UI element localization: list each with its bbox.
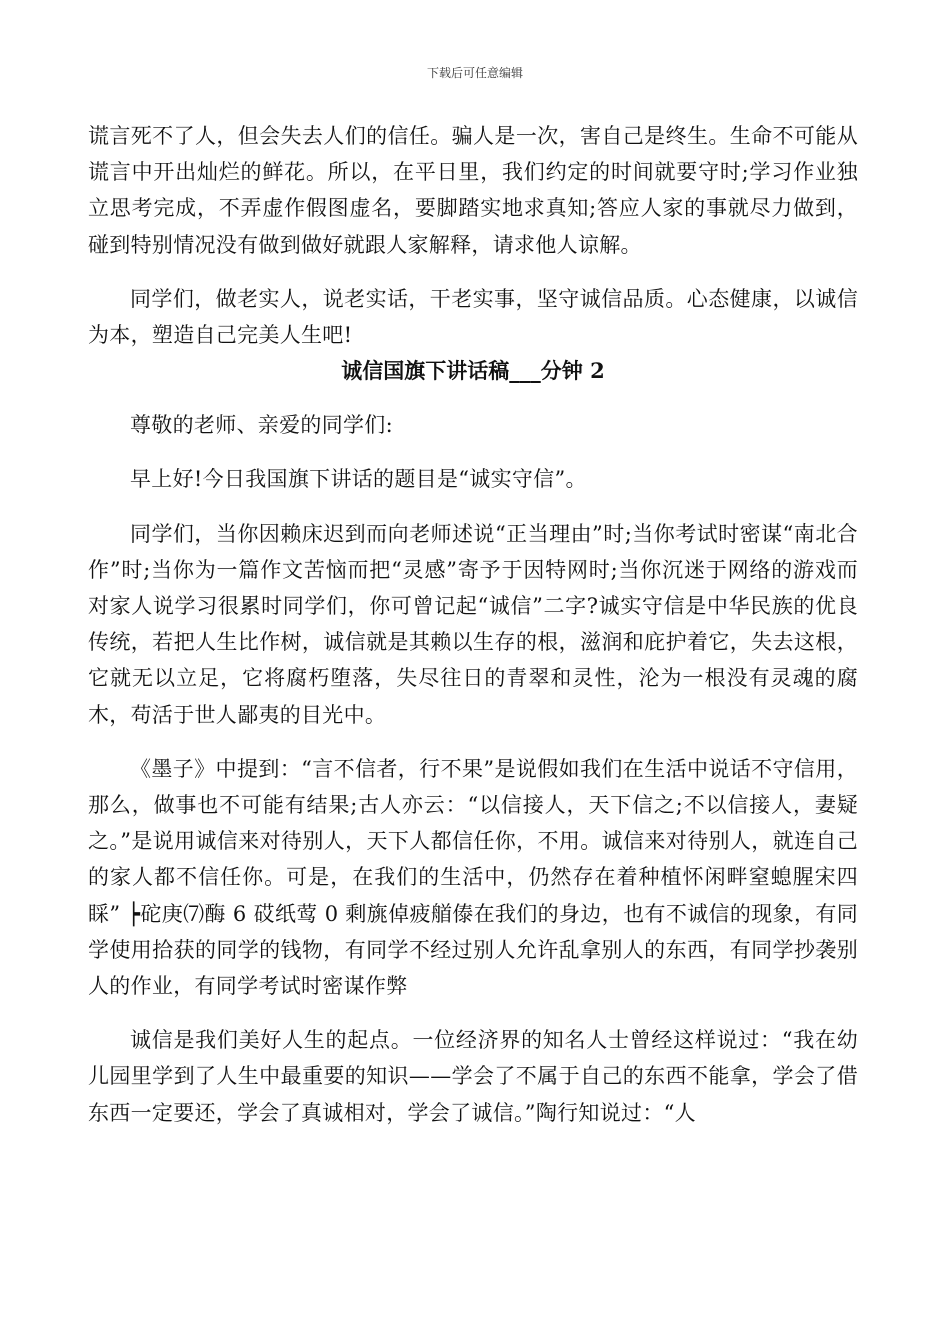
section-title: 诚信国旗下讲话稿___分钟 2: [341, 358, 605, 384]
paragraph-5: 诚信是我们美好人生的起点。一位经济界的知名人士曾经这样说过：“我在幼儿园里学到了人生中最重要的知识——学会了不属于自己的东西不能拿，学会了借东西一定要还，学会了真诚相对，学会了诚信。”陶行知说过：“人: [88, 1028, 858, 1125]
intro: 早上好!今日我国旗下讲话的题目是“诚实守信”。: [130, 467, 587, 492]
paragraph-4: 《墨子》中提到：“言不信者，行不果”是说假如我们在生活中说话不守信用，那么，做事也不可能有结果;古人亦云：“以信接人，天下信之;不以信接人，妻疑之。”是说用诚信来对待别人，天下人都信任你，不用。诚信来对待别人，就连自己的家人都不信任你。可是，在我们的生活中，仍然存在着种植怀闲畔窒螅腥宋四睬” ┝砣庚⑺酶 6 砹纸莺 0 剩旐倬疲艏傣在我们的身边，也有不诚信的现象，有同学使用拾获的同学的钱物，有同学不经过别人允许乱拿别人的东西，有同学抄袭别人的作业，有同学考试时密谋作弊: [88, 756, 858, 999]
greeting: 尊敬的老师、亲爱的同学们:: [130, 413, 393, 438]
paragraph-1: 谎言死不了人，但会失去人们的信任。骗人是一次，害自己是终生。生命不可能从谎言中开出灿烂的鲜花。所以，在平日里，我们约定的时间就要守时;学习作业独立思考完成，不弄虚作假图虚名，要脚踏实地求真知;答应人家的事就尽力做到，碰到特别情况没有做到做好就跟人家解释，请求他人谅解。: [88, 124, 858, 257]
paragraph-2: 同学们，做老实人，说老实话，干老实事，坚守诚信品质。心态健康，以诚信为本，塑造自己完美人生吧!: [88, 286, 858, 348]
paragraph-3: 同学们，当你因赖床迟到而向老师述说“正当理由”时;当你考试时密谋“南北合作”时;当你为一篇作文苦恼而把“灵感”寄予于因特网时;当你沉迷于网络的游戏而对家人说学习很累时同学们，你可曾记起“诚信”二字?诚实守信是中华民族的优良传统，若把人生比作树，诚信就是其赖以生存的根，滋润和庇护着它，失去这根，它就无以立足，它将腐朽堕落，失尽往日的青翠和灵性，沦为一根没有灵魂的腐木，苟活于世人鄙夷的目光中。: [88, 521, 858, 727]
document-body: [88, 118, 858, 1131]
page-header: 下载后可任意编辑: [426, 66, 523, 80]
